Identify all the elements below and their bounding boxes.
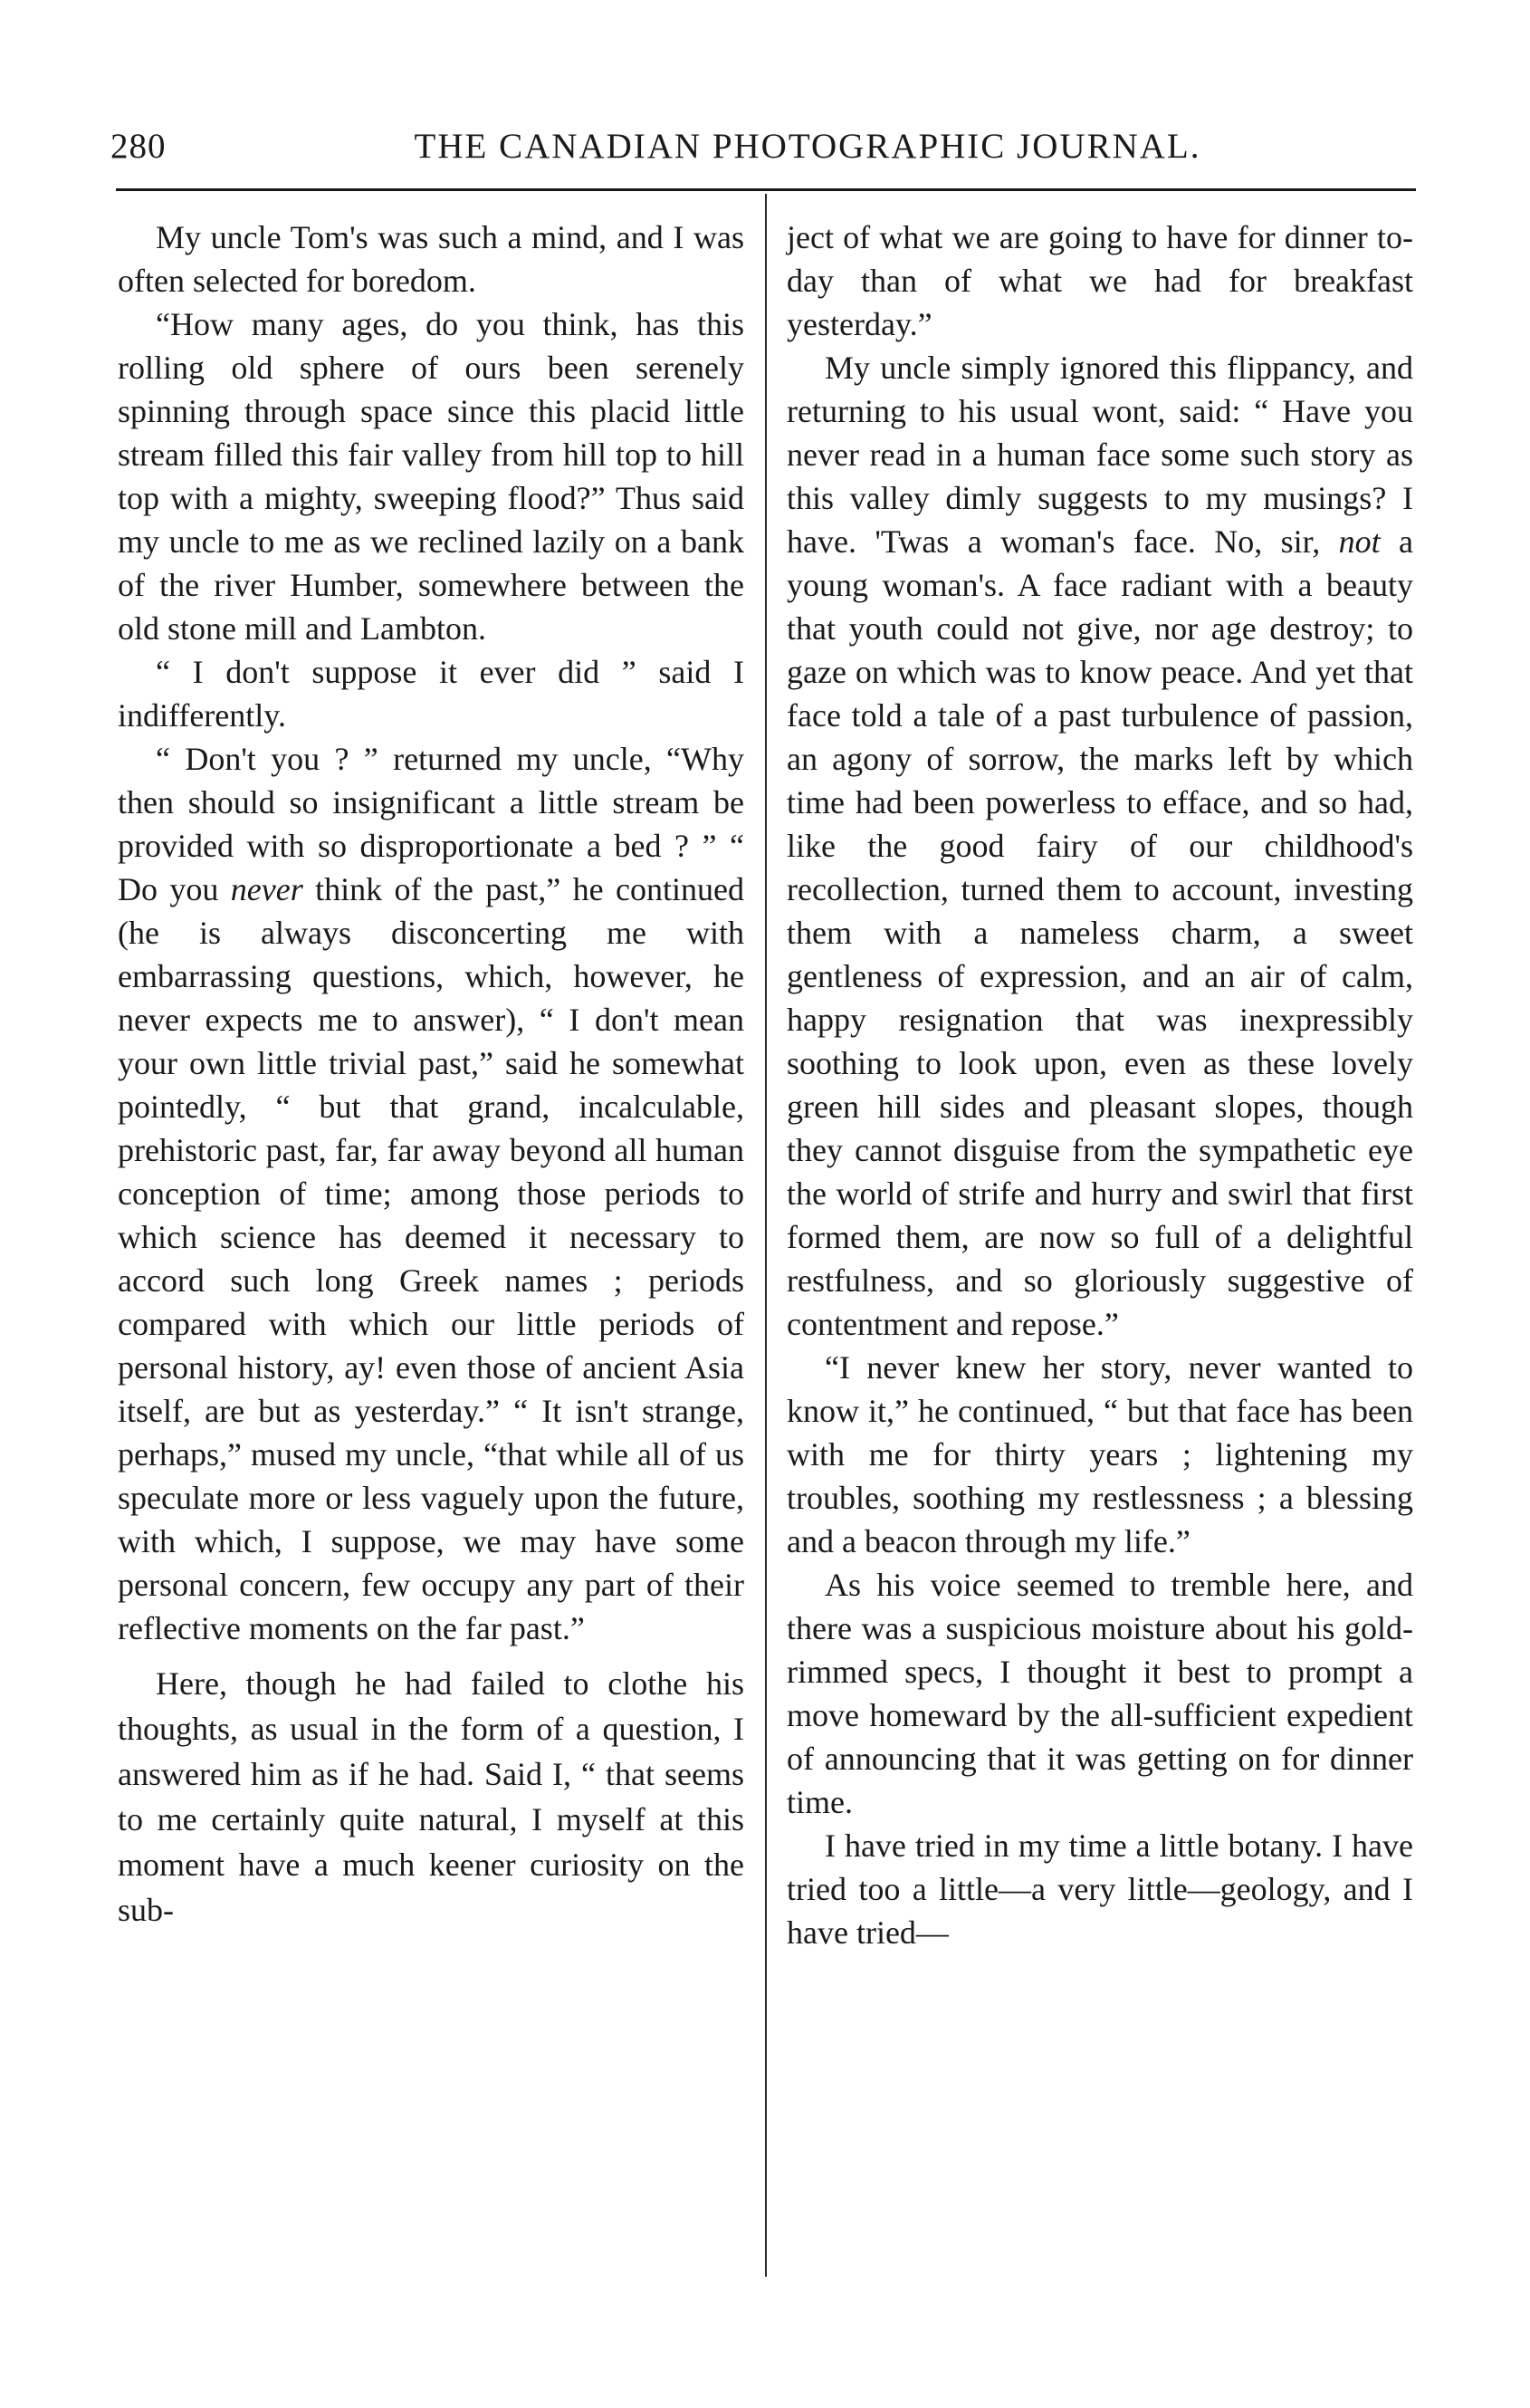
paragraph: I have tried in my time a little botany. I have tried too a little—a very little—geology, and I have tried—: [787, 1828, 1413, 1951]
text-run: “ Don't you ? ” returned my uncle, “Why then should so insignificant a little stream be provided with so disproportionate a bed ? ” “ Do you: [118, 741, 744, 907]
page-header: [110, 120, 1414, 174]
text-run: My uncle simply ignored this flippancy, and returning to his usual wont, said: “ Have you never read in a human face some such story as this valley dimly suggests to my musings? I have. 'Twas a woman's face. No, sir,: [787, 350, 1413, 560]
paragraph: “I never knew her story, never wanted to know it,” he continued, “ but that face has been with me for thirty years ; lightening my troubles, soothing my restlessness ; a blessing and a beacon through my life.”: [787, 1349, 1413, 1559]
paragraph-continuation: ject of what we are going to have for dinner to-day than of what we had for breakfast yesterday.”: [787, 219, 1413, 342]
paragraph: “How many ages, do you think, has this rolling old sphere of ours been serenely spinning through space since this placid little stream filled this fair valley from hill top to hill top with a mighty, sweeping flood?” Thus said my uncle to me as we reclined lazily on a bank of the river Humber, somewhere between the old stone mill and Lambton.: [118, 306, 744, 647]
paragraph: [787, 346, 1413, 1346]
paragraph: Here, though he had failed to clothe his thoughts, as usual in the form of a question, I answered him as if he had. Said I, “ that seems to me certainly quite natural, I myself at this moment have a much keener curiosity on the sub-: [118, 1665, 744, 1928]
running-title: THE CANADIAN PHOTOGRAPHIC JOURNAL.: [414, 127, 1201, 166]
header-rule: [116, 188, 1416, 191]
emphasis: never: [230, 871, 303, 907]
emphasis: not: [1338, 523, 1381, 560]
page-number: 280: [110, 127, 167, 166]
paragraph: “ I don't suppose it ever did ” said I indifferently.: [118, 654, 744, 734]
paragraph: My uncle Tom's was such a mind, and I was often selected for boredom.: [118, 219, 744, 299]
text-run: think of the past,” he continued (he is always disconcerting me with embarrassing questions, which, however, he never expects me to answer), “ I don't mean your own little trivial past,” said he somewhat pointedly, “ but that grand, incalculable, prehistoric past, far, far away beyond all human conception of time; among those periods to which science has deemed it necessary to accord such long Greek names ; periods compared with which our little periods of personal history, ay! even those of ancient Asia itself, are but as yesterday.” “ It isn't strange, perhaps,” mused my uncle, “that while all of us speculate more or less vaguely upon the future, with which, I suppose, we may have some personal concern, few occupy any part of their reflective moments on the far past.”: [118, 871, 744, 1646]
left-column: [118, 216, 744, 1933]
right-column: [787, 216, 1413, 1954]
column-divider: [765, 194, 767, 2277]
text-run: a young woman's. A face radiant with a beauty that youth could not give, nor age destroy; to gaze on which was to know peace. And yet that face told a tale of a past turbulence of passion, an agony of sorrow, the marks left by which time had been powerless to efface, and so had, like the good fairy of our childhood's recollection, turned them to account, investing them with a nameless charm, a sweet gentleness of expression, and an air of calm, happy resignation that was inexpressibly soothing to look upon, even as these lovely green hill sides and pleasant slopes, though they cannot disguise from the sympathetic eye the world of strife and hurry and swirl that first formed them, are now so full of a delightful restfulness, and so gloriously suggestive of contentment and repose.”: [787, 523, 1413, 1342]
paragraph: As his voice seemed to tremble here, and there was a suspicious moisture about his gold-rimmed specs, I thought it best to prompt a move homeward by the all-sufficient expedient of announcing that it was getting on for dinner time.: [787, 1567, 1413, 1820]
paragraph: [118, 737, 744, 1650]
